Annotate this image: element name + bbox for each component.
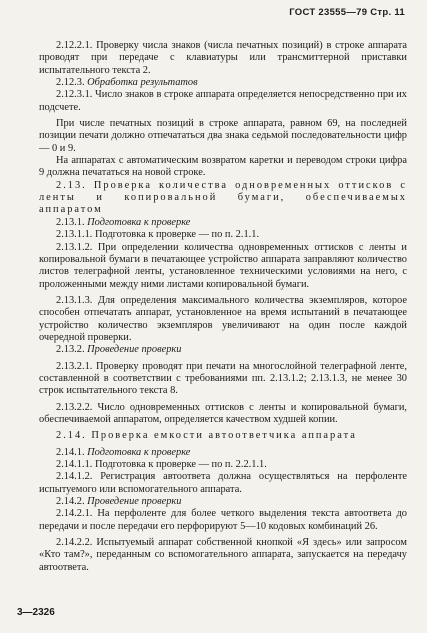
paragraph: 2.13.1. Подготовка к проверке [56, 216, 191, 228]
paragraph: 2.14.1. Подготовка к проверке [56, 446, 191, 458]
italic-heading: Проведение проверки [87, 344, 182, 356]
paragraph: 2.13.1.2. При определении количества одновременных оттисков с ленты и копировальной бумаги в печатающее устройство аппарата заправляют количество листов телеграфной ленты, установленное техническими условиями на него, с проложенными между ними листами копировальной бумаги. [39, 241, 407, 290]
italic-heading: Подготовка к проверке [87, 216, 191, 228]
paragraph: 2.13.1.3. Для определения максимального количества экземпляров, которое способен отпечатать аппарат, установленное на время испытаний в печатающее устройство количество экземпляров увеличивают на один после каждой очередной проверки. [39, 294, 407, 343]
italic-heading: Проведение проверки [87, 496, 182, 508]
paragraph: 2.13.2.1. Проверку проводят при печати на многослойной телеграфной ленте, составленной в соответствии с требованиями пп. 2.13.1.2; 2.13.1.3, не менее 30 строк испытательного текста 8. [39, 360, 407, 397]
paragraph: 2.14.2. Проведение проверки [56, 496, 182, 508]
paragraph: 2.13.2.2. Число одновременных оттисков с ленты и копировальной бумаги, обеспечиваемой аппаратом, определяется качеством худшей копии. [39, 401, 407, 425]
paragraph: При числе печатных позиций в строке аппарата, равном 69, на последней позиции печати должно отпечататься два знака седьмой последовательности цифр — 0 и 9. [39, 118, 407, 154]
paragraph: 2.14.1.2. Регистрация автоответа должна осуществляться на перфоленте испытуемого или вспомогательного аппарата. [39, 471, 407, 495]
page-footer-code: 3—2326 [17, 607, 55, 618]
paragraph: 2.12.3.1. Число знаков в строке аппарата определяется непосредственно при их подсчете. [39, 89, 407, 113]
page-body [39, 40, 407, 574]
paragraph: На аппаратах с автоматическим возвратом каретки и переводом строки цифра 9 должна печататься на новой строке. [39, 155, 407, 179]
section-heading: 2.13. Проверка количества одновременных оттисков с ленты и копировальной бумаги, обеспечиваемых аппаратом [39, 179, 407, 216]
section-heading: 2.14. Проверка емкости автоответчика аппарата [56, 430, 357, 442]
paragraph: 2.13.2. Проведение проверки [56, 344, 182, 356]
paragraph: 2.14.2.1. На перфоленте для более четкого выделения текста автоответа до передачи и после передачи его перфорируют 5—10 кодовых комбинаций 26. [39, 508, 407, 532]
italic-heading: Подготовка к проверке [87, 446, 191, 458]
page-header: ГОСТ 23555—79 Стр. 11 [289, 7, 405, 18]
paragraph: 2.13.1.1. Подготовка к проверке — по п. 2.1.1. [56, 229, 260, 241]
paragraph: 2.12.2.1. Проверку числа знаков (числа печатных позиций) в строке аппарата проводят при передаче с клавиатуры или трансмиттерной приставки испытательного текста 2. [39, 40, 407, 76]
italic-heading: Обработка результатов [87, 77, 198, 89]
paragraph: 2.14.1.1. Подготовка к проверке — по п. 2.2.1.1. [56, 459, 267, 470]
paragraph: 2.12.3. Обработка результатов [56, 77, 198, 89]
paragraph: 2.14.2.2. Испытуемый аппарат собственной кнопкой «Я здесь» или запросом «Кто там?», переданным со вспомогательного аппарата, запускается на передачу автоответа. [39, 537, 407, 573]
